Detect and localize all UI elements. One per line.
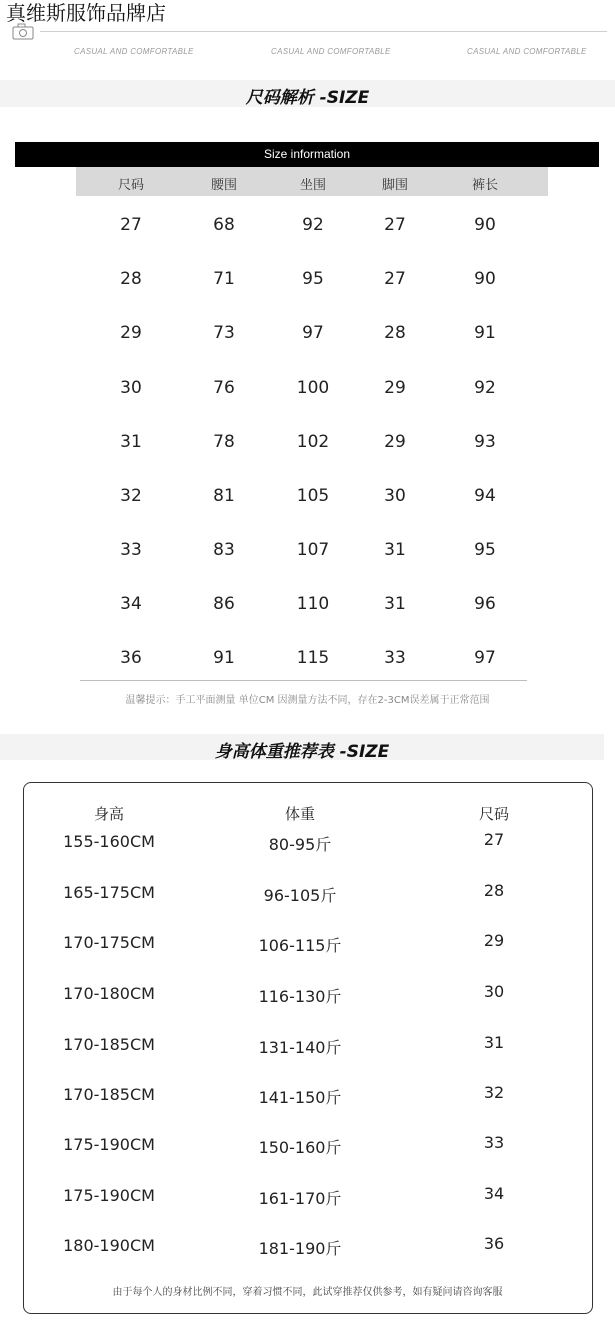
size-column-header: 坐围 bbox=[299, 178, 327, 193]
size-table-cell: 100 bbox=[296, 378, 330, 398]
size-table-cell: 27 bbox=[384, 215, 406, 235]
recommend-table-cell: 28 bbox=[483, 881, 505, 900]
tagline: CASUAL AND COMFORTABLE bbox=[74, 47, 194, 56]
size-table-cell: 31 bbox=[120, 432, 142, 452]
recommend-table-cell: 34 bbox=[483, 1184, 505, 1203]
recommend-table-cell: 170-185CM bbox=[63, 1035, 155, 1054]
size-column-header: 脚围 bbox=[381, 178, 409, 193]
recommend-table-cell: 116-130斤 bbox=[258, 987, 342, 1006]
size-table-cell: 76 bbox=[213, 378, 235, 398]
size-table-cell: 33 bbox=[384, 648, 406, 668]
recommend-title-band bbox=[0, 734, 604, 760]
size-table-cell: 28 bbox=[384, 323, 406, 343]
size-table-cell: 28 bbox=[120, 269, 142, 289]
size-table-cell: 30 bbox=[120, 378, 142, 398]
size-table-cell: 97 bbox=[474, 648, 496, 668]
recommend-table-cell: 170-175CM bbox=[63, 933, 155, 952]
tagline: CASUAL AND COMFORTABLE bbox=[467, 47, 587, 56]
size-column-header: 腰围 bbox=[210, 178, 238, 193]
size-table-cell: 91 bbox=[474, 323, 496, 343]
recommend-table-cell: 80-95斤 bbox=[268, 835, 332, 854]
size-table-cell: 29 bbox=[384, 378, 406, 398]
size-table-cell: 73 bbox=[213, 323, 235, 343]
size-table-cell: 29 bbox=[120, 323, 142, 343]
size-table-cell: 110 bbox=[296, 594, 330, 614]
measure-note: 温馨提示：手工平面测量 单位CM 因测量方法不同，存在2-3CM误差属于正常范围 bbox=[125, 695, 490, 706]
size-table-cell: 27 bbox=[384, 269, 406, 289]
recommend-table-cell: 165-175CM bbox=[63, 883, 155, 902]
recommend-column-header: 身高 bbox=[93, 805, 125, 823]
recommend-table-cell: 36 bbox=[483, 1234, 505, 1253]
size-column-header: 裤长 bbox=[471, 178, 499, 193]
size-table-cell: 81 bbox=[213, 486, 235, 506]
size-table-cell: 92 bbox=[474, 378, 496, 398]
size-table-cell: 107 bbox=[296, 540, 330, 560]
size-table-cell: 78 bbox=[213, 432, 235, 452]
recommend-table-cell: 170-185CM bbox=[63, 1085, 155, 1104]
size-table-cell: 34 bbox=[120, 594, 142, 614]
recommend-table-cell: 106-115斤 bbox=[258, 936, 342, 955]
recommend-table-cell: 31 bbox=[483, 1033, 505, 1052]
recommend-table-cell: 141-150斤 bbox=[258, 1088, 342, 1107]
size-table-cell: 29 bbox=[384, 432, 406, 452]
size-table-cell: 90 bbox=[474, 215, 496, 235]
size-table-cell: 96 bbox=[474, 594, 496, 614]
recommend-table-cell: 175-190CM bbox=[63, 1186, 155, 1205]
size-table-cell: 71 bbox=[213, 269, 235, 289]
size-table-cell: 91 bbox=[213, 648, 235, 668]
size-table-cell: 93 bbox=[474, 432, 496, 452]
recommend-table-cell: 27 bbox=[483, 830, 505, 849]
camera-icon bbox=[12, 22, 34, 40]
tagline: CASUAL AND COMFORTABLE bbox=[271, 47, 391, 56]
size-table-cell: 36 bbox=[120, 648, 142, 668]
recommend-table-cell: 96-105斤 bbox=[263, 886, 337, 905]
recommend-table-cell: 170-180CM bbox=[63, 984, 155, 1003]
size-table-cell: 94 bbox=[474, 486, 496, 506]
size-table-cell: 86 bbox=[213, 594, 235, 614]
size-table-cell: 33 bbox=[120, 540, 142, 560]
size-info-bar: Size information bbox=[15, 142, 599, 167]
size-table-cell: 90 bbox=[474, 269, 496, 289]
recommend-table-cell: 175-190CM bbox=[63, 1135, 155, 1154]
recommend-column-header: 体重 bbox=[284, 805, 316, 823]
size-table-cell: 95 bbox=[302, 269, 324, 289]
size-table-cell: 27 bbox=[120, 215, 142, 235]
size-table-cell: 97 bbox=[302, 323, 324, 343]
recommend-table-cell: 30 bbox=[483, 982, 505, 1001]
size-title-band bbox=[0, 80, 615, 107]
size-table-cell: 32 bbox=[120, 486, 142, 506]
recommend-table-cell: 155-160CM bbox=[63, 832, 155, 851]
size-table-cell: 105 bbox=[296, 486, 330, 506]
recommend-table-cell: 29 bbox=[483, 931, 505, 950]
size-table-cell: 31 bbox=[384, 594, 406, 614]
recommend-table-cell: 131-140斤 bbox=[258, 1038, 342, 1057]
recommend-table-cell: 33 bbox=[483, 1133, 505, 1152]
size-table-cell: 92 bbox=[302, 215, 324, 235]
recommend-section-title: 身高体重推荐表 -SIZE bbox=[214, 742, 390, 762]
size-table-cell: 115 bbox=[296, 648, 330, 668]
size-table-cell: 30 bbox=[384, 486, 406, 506]
size-section-title: 尺码解析 -SIZE bbox=[245, 88, 370, 108]
recommend-table-cell: 181-190斤 bbox=[258, 1239, 342, 1258]
size-column-header: 尺码 bbox=[117, 178, 145, 193]
size-table-cell: 31 bbox=[384, 540, 406, 560]
recommend-table-cell: 180-190CM bbox=[63, 1236, 155, 1255]
recommend-column-header: 尺码 bbox=[478, 805, 510, 823]
recommend-table-cell: 150-160斤 bbox=[258, 1138, 342, 1157]
table-divider bbox=[80, 680, 527, 681]
size-table-cell: 83 bbox=[213, 540, 235, 560]
size-table-cell: 102 bbox=[296, 432, 330, 452]
recommend-table-cell: 32 bbox=[483, 1083, 505, 1102]
size-table-cell: 68 bbox=[213, 215, 235, 235]
recommend-note: 由于每个人的身材比例不同，穿着习惯不同，此试穿推荐仅供参考，如有疑问请咨询客服 bbox=[112, 1287, 503, 1298]
recommend-table-cell: 161-170斤 bbox=[258, 1189, 342, 1208]
size-table-cell: 95 bbox=[474, 540, 496, 560]
header-divider bbox=[40, 31, 607, 32]
store-name: 真维斯服饰品牌店 bbox=[6, 1, 166, 25]
